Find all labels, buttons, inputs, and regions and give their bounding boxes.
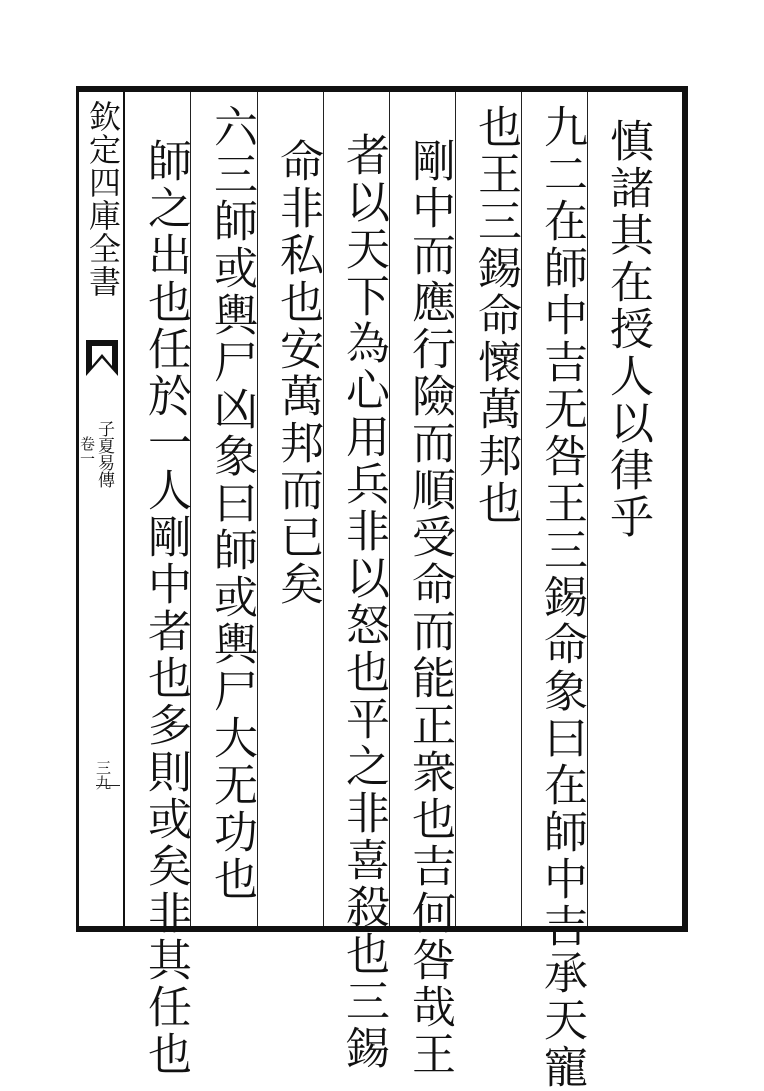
- text-column-2: 九二在師中吉无咎王三錫命象曰在師中吉承天寵: [536, 104, 587, 1091]
- book-title: 子夏易傳: [94, 420, 114, 488]
- text-column-7: 六三師或輿尸凶象曰師或輿尸大无功也: [206, 104, 257, 903]
- text-column-1: 慎諸其在授人以律乎: [602, 118, 653, 541]
- margin-rule: [96, 785, 120, 786]
- fish-tail-ornament-icon: [84, 338, 120, 378]
- text-column-3: 也王三錫命懷萬邦也: [470, 104, 521, 527]
- page-number: 三九: [94, 760, 112, 790]
- text-column-5: 者以天下為心用兵非以怒也平之非喜殺也三錫: [338, 132, 389, 1072]
- text-column-8: 師之出也任於一人剛中者也多則或矣非其任也: [140, 138, 191, 1078]
- text-column-6: 命非私也安萬邦而已矣: [272, 138, 323, 608]
- text-column-4: 剛中而應行險而順受命而能正衆也吉何咎哉王: [404, 138, 455, 1078]
- volume-number: 卷一: [78, 436, 96, 466]
- collection-title: 欽定四庫全書: [84, 100, 122, 298]
